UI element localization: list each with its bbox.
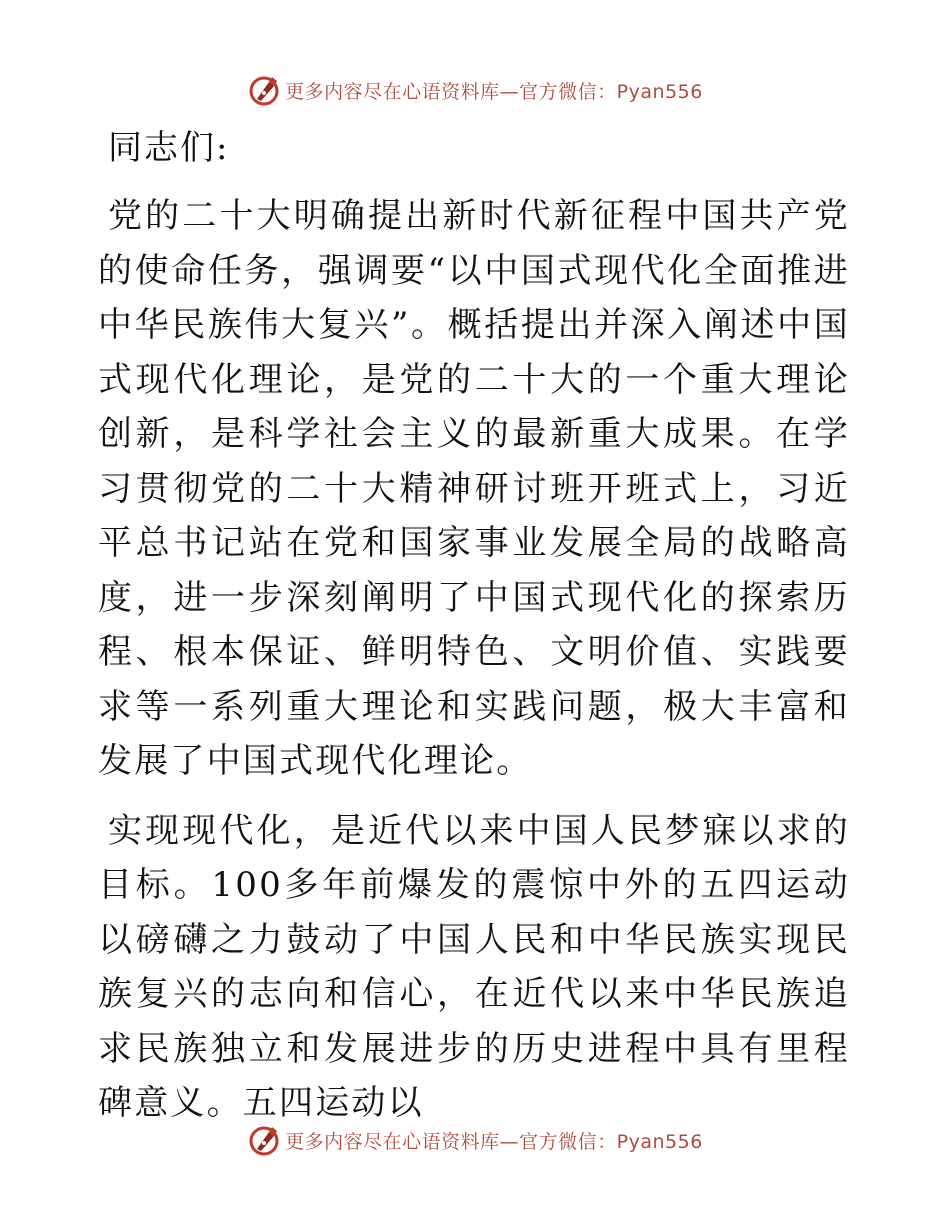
pen-nib-logo-icon xyxy=(247,1123,281,1157)
footer-banner-text: 更多内容尽在心语资料库—官方微信：Pyan556 xyxy=(285,1130,703,1153)
pen-nib-logo-icon xyxy=(247,73,281,107)
paragraph-2: 实现现代化，是近代以来中国人民梦寐以求的目标。100多年前爆发的震惊中外的五四运动以磅礴之力鼓动了中国人民和中华民族实现民族复兴的志向和信心，在近代以来中华民族追求民族独立和发展进步的历史进程中具有里程碑意义。五四运动以 xyxy=(98,810,850,1123)
header-banner-text: 更多内容尽在心语资料库—官方微信：Pyan556 xyxy=(285,80,703,103)
greeting: 同志们: xyxy=(108,128,230,168)
page-footer-banner xyxy=(0,1120,950,1160)
paragraph-1: 党的二十大明确提出新时代新征程中国共产党的使命任务，强调要“以中国式现代化全面推进中华民族伟大复兴”。概括提出并深入阐述中国式现代化理论，是党的二十大的一个重大理论创新，是科学社会主义的最新重大成果。在学习贯彻党的二十大精神研讨班开班式上，习近平总书记站在党和国家事业发展全局的战略高度，进一步深刻阐明了中国式现代化的探索历程、根本保证、鲜明特色、文明价值、实践要求等一系列重大理论和实践问题，极大丰富和发展了中国式现代化理论。 xyxy=(98,196,850,781)
page-header-banner xyxy=(0,70,950,110)
document-body xyxy=(98,121,850,1146)
